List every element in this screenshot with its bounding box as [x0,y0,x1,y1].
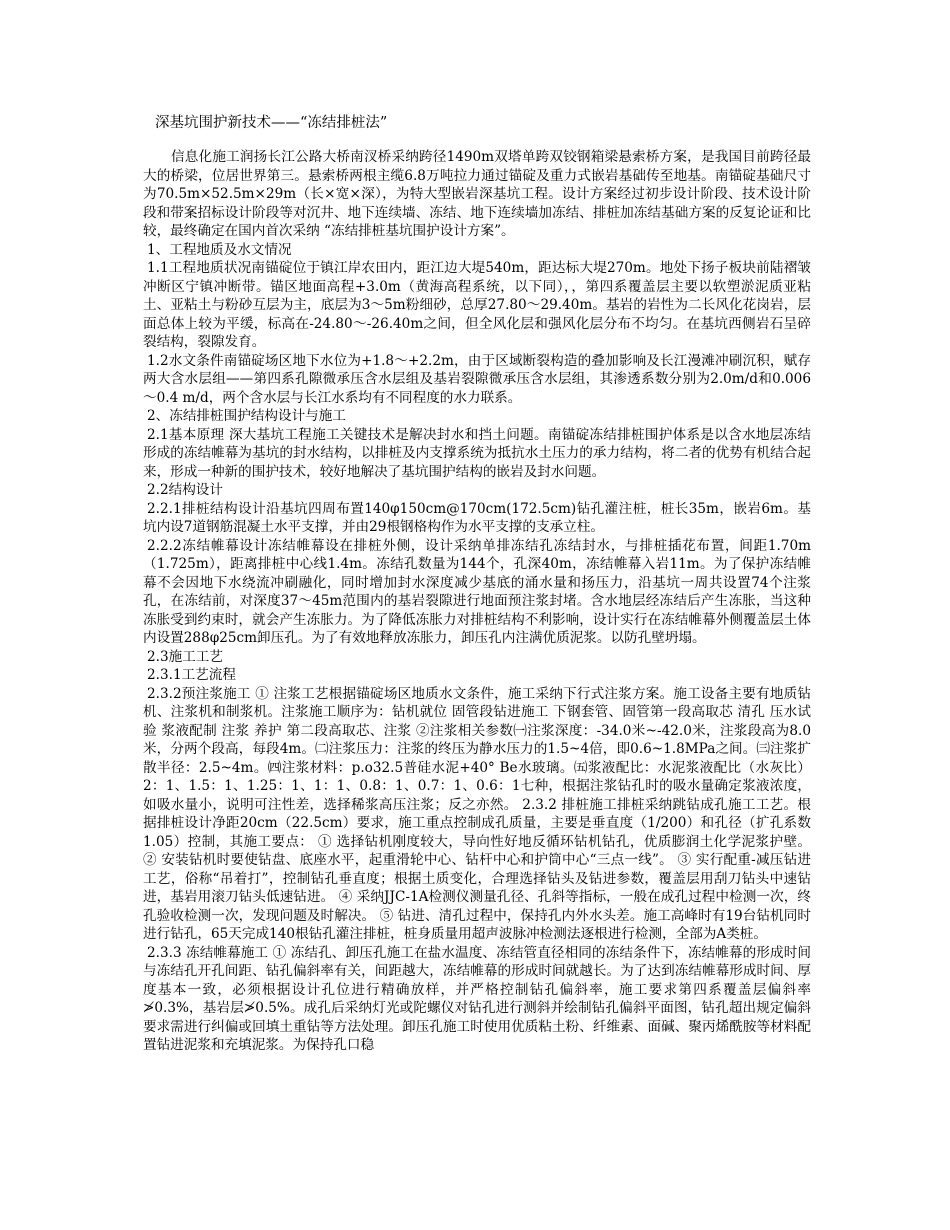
intro-paragraph: 信息化施工润扬长江公路大桥南汊桥采纳跨径1490m双塔单跨双铰钢箱梁悬索桥方案，是我国目前跨径最大的桥梁，位居世界第三。悬索桥两根主缆6.8万吨拉力通过锚碇及重力式嵌岩基础传至地基。南锚碇基础尺寸为70.5m×52.5m×29m（长×宽×深），为特大型嵌岩深基坑工程。设计方案经过初步设计阶段、技术设计阶段和带案招标设计阶段等对沉井、地下连续墙、冻结、地下连续墙加冻结、排桩加冻结基础方案的反复论证和比较，最终确定在国内首次采纳 “冻结排桩基坑围护设计方案”。 [143,149,811,239]
paragraph-1-2: 1.2水文条件南锚碇场区地下水位为+1.8～+2.2m，由于区域断裂构造的叠加影响及长江漫滩冲刷沉积，赋存两大含水层组——第四系孔隙微承压含水层组及基岩裂隙微承压含水层组，其渗透系数分别为2.0m/d和0.006～0.4 m/d，两个含水层与长江水系均有不同程度的水力联系。 [143,352,811,406]
section-heading-2: 2、冻结排桩围护结构设计与施工 [147,408,346,424]
document-title: 深基坑围护新技术——“冻结排桩法” [155,115,388,131]
subsection-heading-2-3-1: 2.3.1工艺流程 [147,667,236,683]
paragraph-2-2-1: 2.2.1排桩结构设计沿基坑四周布置140φ150cm@170cm(172.5cm)钻孔灌注桩，桩长35m，嵌岩6m。基坑内设7道钢筋混凝土水平支撑，并由29根钢格构作为水平支撑的支承立柱。 [143,500,811,535]
document-body [143,148,811,1055]
paragraph-2-1: 2.1基本原理 深大基坑工程施工关键技术是解决封水和挡土问题。南锚碇冻结排桩围护体系是以含水地层冻结形成的冻结帷幕为基坑的封水结构，以排桩及内支撑系统为抵抗水土压力的承力结构，将二者的优势有机结合起来，形成一种新的围护技术，较好地解决了基坑围护结构的嵌岩及封水问题。 [143,426,811,480]
section-heading-1: 1、工程地质及水文情况 [147,241,292,258]
paragraph-2-3-3: 2.3.3 冻结帷幕施工 ① 冻结孔、卸压孔施工在盐水温度、冻结管直径相同的冻结条件下，冻结帷幕的形成时间与冻结孔开孔间距、钻孔偏斜率有关，间距越大，冻结帷幕的形成时间就越长。为了达到冻结帷幕形成时间、厚度基本一致，必须根据设计孔位进行精确放样，并严格控制钻孔偏斜率，施工要求第四系覆盖层偏斜率≯0.3%，基岩层≯0.5%。成孔后采纳灯光或陀螺仪对钻孔进行测斜并绘制钻孔偏斜平面图，钻孔超出规定偏斜要求需进行纠偏或回填土重钻等方法处理。卸压孔施工时使用优质粘土粉、纤维素、面碱、聚丙烯酰胺等材料配置钻进泥浆和充填泥浆。为保持孔口稳 [143,944,811,1053]
paragraph-2-3-2: 2.3.2预注浆施工 ① 注浆工艺根据锚碇场区地质水文条件，施工采纳下行式注浆方案。施工设备主要有地质钻机、注浆机和制浆机。注浆施工顺序为：钻机就位 固管段钻进施工 下钢套管、固管第一段高取芯 清孔 压水试验 浆液配制 注浆 养护 第二段高取芯、注浆 ②注浆相关参数㈠注浆深度：-34.0米~-42.0米，注浆段高为8.0米，分两个段高，每段4m。㈡注浆压力：注浆的终压为静水压力的1.5~4倍，即0.6~1.8MPa之间。㈢注浆扩散半径：2.5~4m。㈣注浆材料：p.o32.5普硅水泥+40° Be水玻璃。㈤浆液配比：水泥浆液配比（水灰比）2：1、1.5：1、1.25：1、1：1、0.8：1、0.7：1、0.6：1七种，根据注浆钻孔时的吸水量确定浆液浓度，如吸水量小，说明可注性差，选择稀浆高压注浆；反之亦然。 2.3.2 排桩施工排桩采纳跳钻成孔施工工艺。根据排桩设计净距20cm（22.5cm）要求，施工重点控制成孔质量，主要是垂直度（1/200）和孔径（扩孔系数1.05）控制，其施工要点： ① 选择钻机刚度较大，导向性好地反循环钻机钻孔，优质膨润土化学泥浆护壁。 ② 安装钻机时要使钻盘、底座水平，起重滑轮中心、钻杆中心和护筒中心“三点一线”。 ③ 实行配重-减压钻进工艺，俗称“吊着打”，控制钻孔垂直度；根据土质变化，合理选择钻头及钻进参数，覆盖层用刮刀钻头中速钻进，基岩用滚刀钻头低速钻进。 ④ 采纳JJC-1A检测仪测量孔径、孔斜等指标，一般在成孔过程中检测一次，终孔验收检测一次，发现问题及时解决。 ⑤ 钻进、清孔过程中，保持孔内外水头差。施工高峰时有19台钻机同时进行钻孔，65天完成140根钻孔灌注排桩，桩身质量用超声波脉冲检测法逐根进行检测，全部为A类桩。 [143,685,811,942]
paragraph-2-2-2: 2.2.2冻结帷幕设计冻结帷幕设在排桩外侧，设计采纳单排冻结孔冻结封水，与排桩插花布置，间距1.70m（1.725m），距离排桩中心线1.4m。冻结孔数量为144个，孔深40m，冻结帷幕入岩11m。为了保护冻结帷幕不会因地下水绕流冲刷融化，同时增加封水深度减少基底的涌水量和扬压力，沿基坑一周共设置74个注浆孔，在冻结前，对深度37～45m范围内的基岩裂隙进行地面预注浆封堵。含水地层经冻结后产生冻胀，当这种冻胀受到约束时，就会产生冻胀力。为了降低冻胀力对排桩结构不利影响，设计实行在冻结帷幕外侧覆盖层土体内设置288φ25cm卸压孔。为了有效地释放冻胀力，卸压孔内注满优质泥浆。以防孔壁坍塌。 [143,537,811,646]
subsection-heading-2-2: 2.2结构设计 [147,482,223,498]
subsection-heading-2-3: 2.3施工工艺 [147,648,223,665]
paragraph-1-1: 1.1工程地质状况南锚碇位于镇江岸农田内，距江边大堤540m，距达标大堤270m。地处下扬子板块前陆褶皱冲断区宁镇冲断带。锚区地面高程+3.0m（黄海高程系统，以下同），，第四系覆盖层主要以软塑淤泥质亚粘土、亚粘土与粉砂互层为主，底层为3～5m粉细砂，总厚27.80～29.40m。基岩的岩性为二长风化花岗岩，层面总体上较为平缓，标高在-24.80～-26.40m之间，但全风化层和强风化层分布不均匀。在基坑西侧岩石呈碎裂结构，裂隙发育。 [143,260,811,350]
